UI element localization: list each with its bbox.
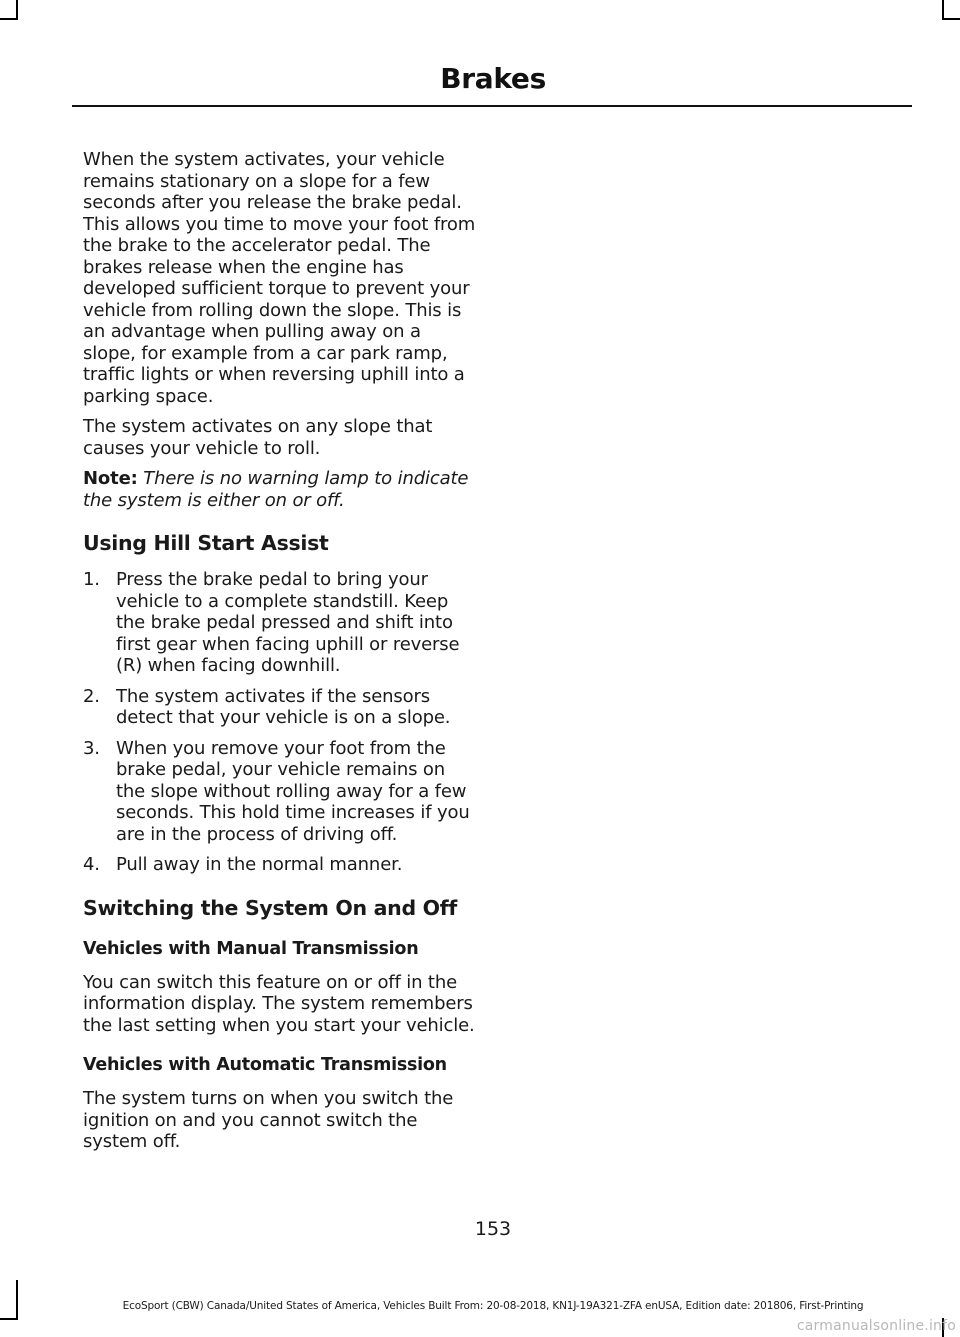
note-label: Note:	[83, 468, 138, 489]
step-text: Press the brake pedal to bring your vehicle to a complete standstill. Keep the brake pedal pressed and shift into first gear when facing uphill or reverse (R) when facing downhill.	[116, 569, 460, 676]
step-number: 3.	[83, 737, 100, 759]
page-number: 153	[474, 1218, 512, 1240]
page-title: Brakes	[440, 62, 546, 95]
list-item	[83, 686, 477, 729]
section-heading-using: Using Hill Start Assist	[83, 531, 329, 555]
section-heading-switching: Switching the System On and Off	[83, 895, 458, 920]
subheading-manual: Vehicles with Manual Transmission	[83, 938, 419, 959]
crop-mark-top-left-h	[0, 18, 18, 20]
subheading-automatic: Vehicles with Automatic Transmission	[83, 1055, 447, 1075]
footer-edition-info: EcoSport (CBW) Canada/United States of America, Vehicles Built From: 20-08-2018, KN1J-19A321-ZFA enUSA, Edition date: 201806, First-Printing	[122, 1300, 864, 1312]
list-item	[83, 854, 477, 876]
crop-mark-top-left-v	[16, 0, 18, 20]
step-number: 2.	[83, 685, 100, 707]
steps-list	[83, 569, 477, 876]
note-text: There is no warning lamp to indicate the system is either on or off.	[83, 468, 469, 511]
step-text: Pull away in the normal manner.	[116, 854, 403, 875]
intro-paragraph: When the system activates, your vehicle remains stationary on a slope for a few seconds after you release the brake pedal. This allows you time to move your foot from the brake to the accelerator pedal. The brakes release when the engine has developed sufficient torque to prevent your vehicle from rolling down the slope. This is an advantage when pulling away on a slope, for example from a car park ramp, traffic lights or when reversing uphill into a parking space.	[83, 149, 476, 407]
crop-mark-top-right-v	[942, 0, 944, 20]
automatic-paragraph: The system turns on when you switch the ignition on and you cannot switch the system off.	[83, 1088, 454, 1152]
step-text: When you remove your foot from the brake pedal, your vehicle remains on the slope without rolling away for a few seconds. This hold time increases if you are in the process of driving off.	[116, 737, 470, 845]
crop-mark-bottom-left-h	[0, 1318, 18, 1320]
step-number: 1.	[83, 569, 100, 590]
header-divider	[72, 105, 912, 107]
main-column	[83, 149, 477, 1162]
crop-mark-top-right-h	[942, 18, 960, 20]
list-item	[83, 738, 477, 846]
manual-paragraph: You can switch this feature on or off in the information display. The system remembers the last setting when you start your vehicle.	[83, 971, 475, 1036]
list-item	[83, 569, 477, 677]
step-number: 4.	[83, 854, 100, 875]
slope-paragraph: The system activates on any slope that causes your vehicle to roll.	[83, 416, 433, 459]
step-text: The system activates if the sensors detect that your vehicle is on a slope.	[116, 685, 451, 728]
note	[83, 468, 477, 511]
watermark: carmanualsonline.info	[796, 1318, 956, 1334]
